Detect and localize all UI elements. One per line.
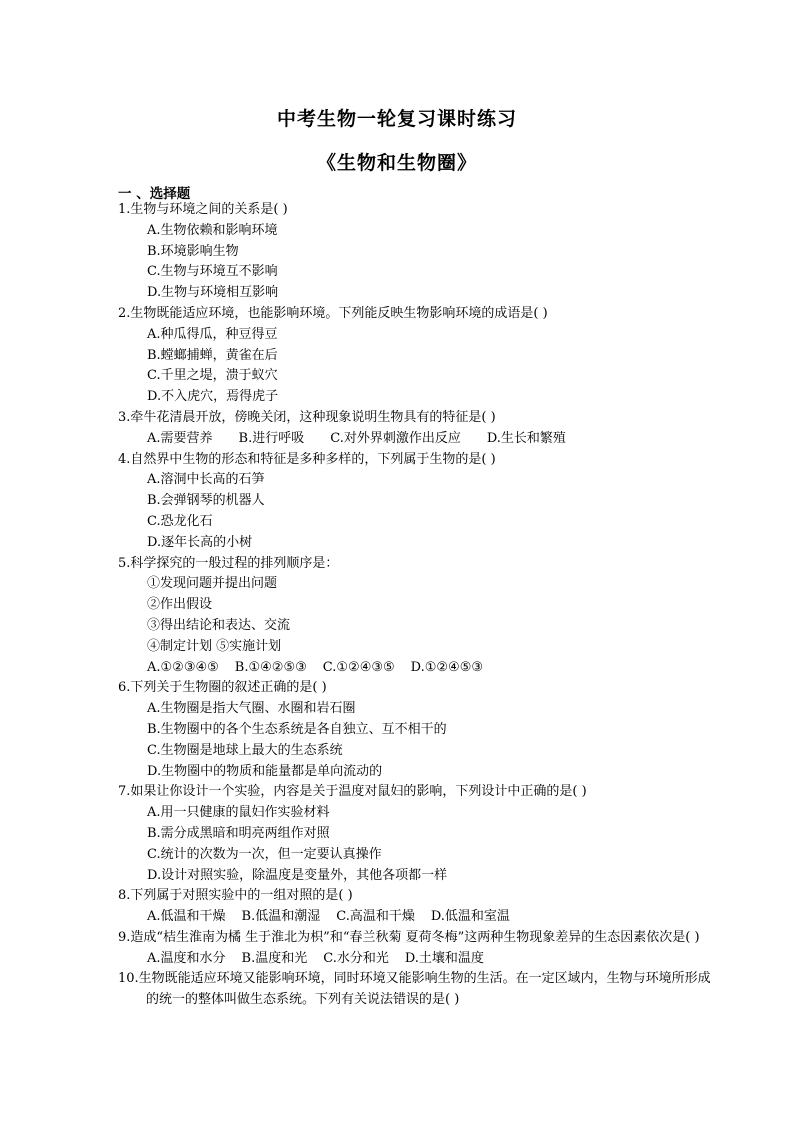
option-d: D.①②④⑤③ [410, 659, 484, 675]
question-stem: 3.牵牛花清晨开放，傍晚关闭，这种现象说明生物具有的特征是( ) [118, 409, 496, 425]
option-c: C.恐龙化石 [147, 513, 213, 529]
question-stem: 7.如果让你设计一个实验，内容是关于温度对鼠妇的影响，下列设计中正确的是( ) [118, 784, 587, 800]
option-a: A.需要营养 [147, 430, 213, 446]
step-item: ③得出结论和表达、交流 [147, 617, 291, 633]
option-row [118, 949, 718, 970]
step-item: ①发现问题并提出问题 [147, 576, 278, 592]
question-stem: 6.下列关于生物圈的叙述正确的是( ) [118, 680, 327, 696]
option-d: D.不入虎穴，焉得虎子 [147, 389, 279, 405]
option-c: C.水分和光 [323, 950, 389, 966]
option-a: A.溶洞中长高的石笋 [147, 472, 265, 488]
option-row [118, 429, 718, 450]
option-c: C.对外界刺激作出反应 [330, 430, 461, 446]
question-5 [118, 554, 718, 679]
question-10 [118, 969, 718, 1011]
option-c: C.生物与环境互不影响 [147, 264, 278, 280]
option-row [118, 658, 718, 679]
option-c: C.生物圈是地球上最大的生态系统 [147, 742, 343, 758]
option-d: D.生长和繁殖 [486, 430, 566, 446]
option-a: A.低温和干燥 [147, 909, 226, 925]
question-stem: 1.生物与环境之间的关系是( ) [118, 202, 288, 217]
question-4 [118, 450, 718, 554]
option-a: A.生物圈是指大气圈、水圈和岩石圈 [147, 701, 356, 717]
question-9 [118, 928, 718, 970]
page-subtitle: 《生物和生物圈》 [316, 152, 477, 174]
section-heading: 一 、选择题 [118, 186, 191, 202]
option-d: D.生物与环境相互影响 [147, 285, 279, 301]
option-d: D.低温和室温 [430, 909, 510, 925]
question-stem: 4.自然界中生物的形态和特征是多种多样的，下列属于生物的是( ) [118, 451, 496, 467]
option-b: B.生物圈中的各个生态系统是各自独立、互不相干的 [147, 721, 447, 737]
option-a: A.用一只健康的鼠妇作实验材料 [147, 805, 330, 821]
option-b: B.环境影响生物 [147, 243, 239, 259]
option-d: D.土壤和温度 [404, 950, 484, 966]
option-a: A.温度和水分 [147, 950, 226, 966]
option-b: B.进行呼吸 [238, 430, 305, 446]
option-b: B.温度和光 [241, 950, 308, 966]
option-b: B.低温和潮湿 [241, 909, 321, 925]
page-title: 中考生物一轮复习课时练习 [276, 108, 517, 130]
option-a: A.生物依赖和影响环境 [147, 222, 278, 238]
option-d: D.生物圈中的物质和能量都是单向流动的 [147, 763, 383, 779]
option-a: A.种瓜得瓜，种豆得豆 [147, 326, 278, 342]
option-b: B.会弹钢琴的机器人 [147, 493, 265, 509]
option-c: C.统计的次数为一次，但一定要认真操作 [147, 846, 382, 862]
question-stem: 8.下列属于对照实验中的一组对照的是( ) [118, 888, 353, 904]
option-b: B.螳螂捕蝉，黄雀在后 [147, 347, 278, 363]
option-row [118, 907, 718, 928]
question-8 [118, 886, 718, 928]
step-item: ④制定计划 ⑤实施计划 [147, 638, 282, 654]
step-item: ②作出假设 [147, 597, 213, 613]
question-6 [118, 678, 718, 782]
question-list [118, 200, 718, 1011]
option-a: A.①②③④⑤ [147, 659, 219, 675]
option-d: D.逐年长高的小树 [147, 534, 253, 550]
question-7 [118, 782, 718, 886]
question-stem: 10.生物既能适应环境又能影响环境，同时环境又能影响生物的生活。在一定区域内，生物与环境所形成的统一的整体叫做生态系统。下列有关说法错误的是( ) [118, 971, 711, 1008]
option-c: C.千里之堤，溃于蚁穴 [147, 368, 278, 384]
option-c: C.①②④③⑤ [322, 659, 395, 675]
question-stem: 9.造成“桔生淮南为橘 生于淮北为枳”和“春兰秋菊 夏荷冬梅”这两种生物现象差异的生态因素依次是( ) [118, 929, 700, 945]
option-b: B.①④②⑤③ [234, 659, 307, 675]
question-1 [118, 200, 718, 304]
option-c: C.高温和干燥 [336, 909, 415, 925]
question-2 [118, 304, 718, 408]
question-3 [118, 408, 718, 450]
option-d: D.设计对照实验，除温度是变量外，其他各项都一样 [147, 867, 448, 883]
option-b: B.需分成黑暗和明亮两组作对照 [147, 825, 330, 841]
question-stem: 2.生物既能适应环境，也能影响环境。下列能反映生物影响环境的成语是( ) [118, 305, 548, 321]
question-stem: 5.科学探究的一般过程的排列顺序是： [118, 555, 339, 571]
